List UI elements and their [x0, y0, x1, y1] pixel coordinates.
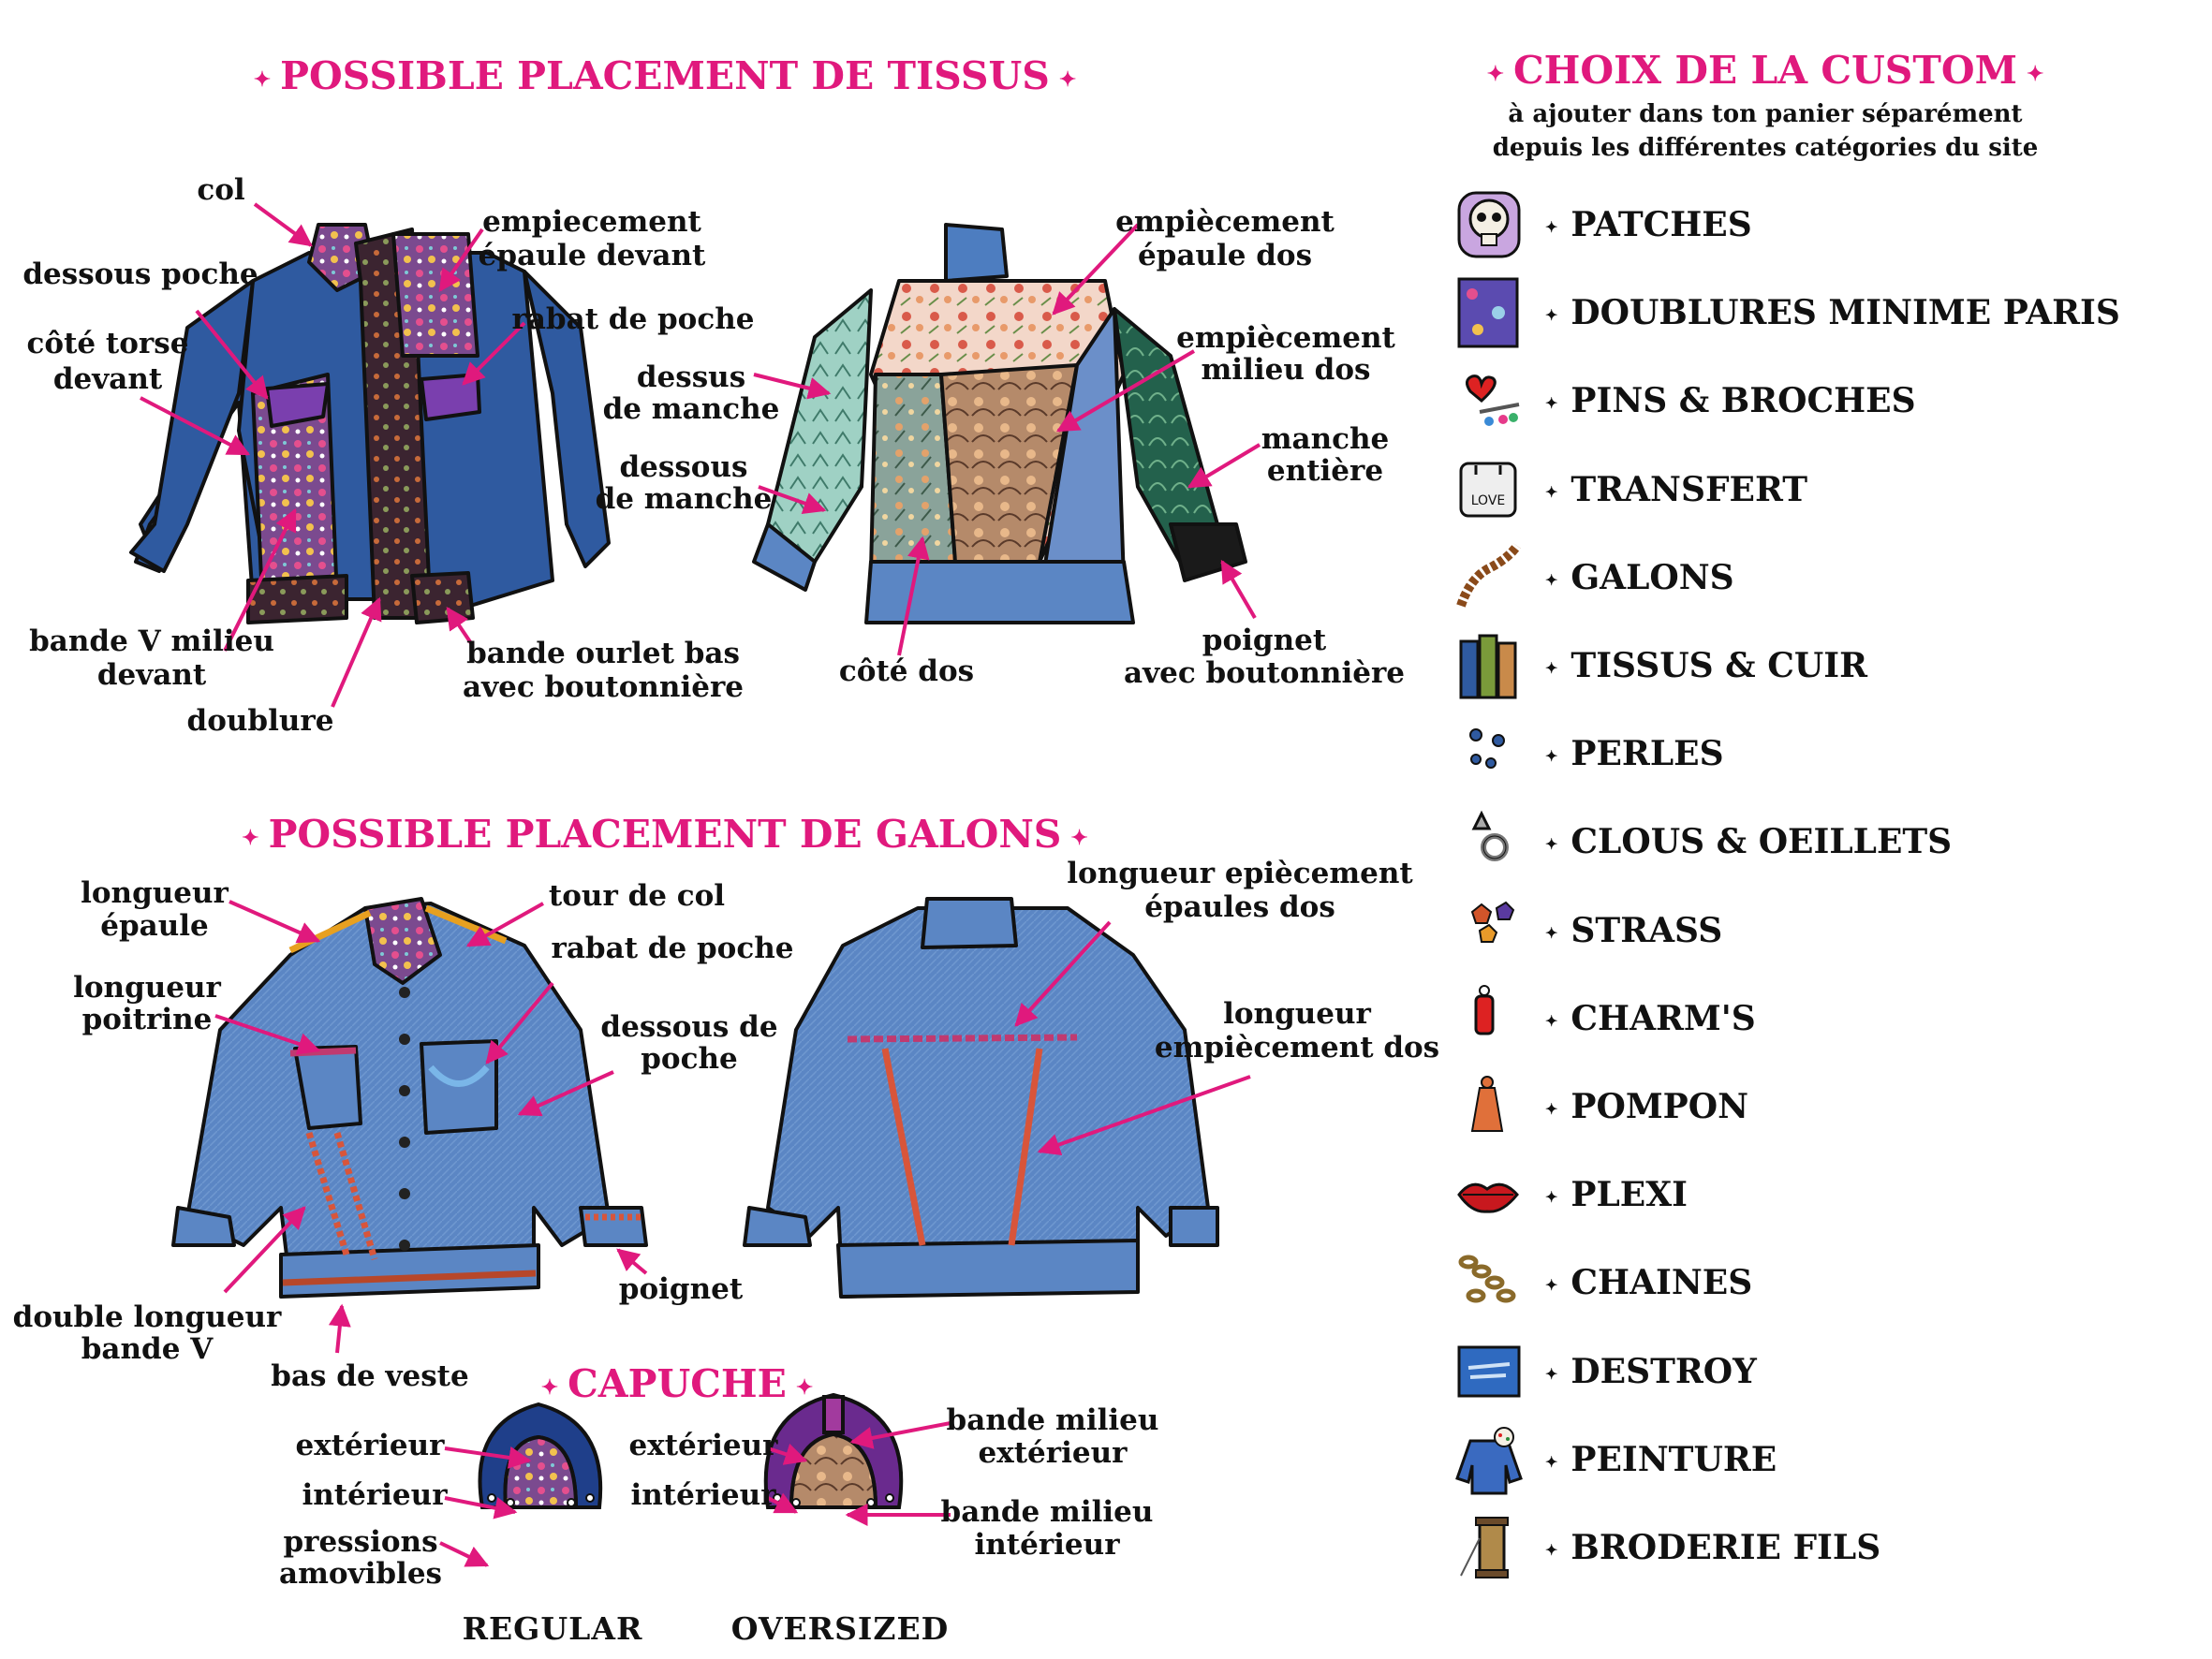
label-longueur-ep-dos-1: longueur epiècement	[1067, 857, 1413, 890]
custom-item-text: DESTROY	[1571, 1351, 1757, 1391]
svg-text:LOVE: LOVE	[1470, 492, 1506, 508]
custom-item	[1452, 893, 2182, 968]
label-hood-interieur-2: intérieur	[630, 1478, 776, 1512]
lining-fabric-icon	[1452, 275, 1526, 350]
bullet-star-icon: ✦	[1545, 306, 1558, 325]
bullet-star-icon: ✦	[1545, 1100, 1558, 1118]
studs-eyelets-icon	[1452, 804, 1526, 879]
custom-item-label	[1545, 821, 1952, 865]
skull-patch-icon	[1452, 187, 1526, 262]
bullet-star-icon: ✦	[1545, 659, 1558, 677]
custom-subtitle-2: depuis les différentes catégories du site	[1492, 134, 2039, 162]
thread-spool-icon	[1452, 1510, 1526, 1585]
label-poignet-2: avec boutonnière	[1123, 656, 1406, 690]
custom-item	[1452, 452, 2182, 527]
title-tissus: ✦ POSSIBLE PLACEMENT DE TISSUS ✦	[253, 53, 1077, 98]
label-dessous-poche-galons-1: dessous de	[600, 1010, 778, 1044]
label-rabat-galons: rabat de poche	[551, 932, 794, 965]
label-dessous-manche-1: dessous	[619, 450, 748, 484]
custom-item	[1452, 716, 2182, 791]
label-bande-milieu-ext-1: bande milieu	[946, 1403, 1159, 1437]
custom-item	[1452, 363, 2182, 438]
title-custom: ✦ CHOIX DE LA CUSTOM ✦	[1486, 48, 2044, 93]
label-longueur-epaule-2: épaule	[100, 909, 209, 943]
label-longueur-poitrine-2: poitrine	[81, 1003, 213, 1036]
label-bande-milieu-int-1: bande milieu	[940, 1495, 1154, 1529]
custom-item-label	[1545, 292, 2120, 336]
custom-subtitle-1: à ajouter dans ton panier séparément	[1508, 100, 2023, 128]
painted-jacket-icon	[1452, 1422, 1526, 1497]
label-hood-interieur: intérieur	[302, 1478, 448, 1512]
custom-item-label	[1545, 380, 1916, 424]
custom-item-label	[1545, 204, 1752, 248]
bullet-star-icon: ✦	[1545, 1541, 1558, 1559]
custom-item-label	[1545, 1262, 1752, 1306]
label-emp-epaule-dos-1: empiècement	[1115, 205, 1335, 239]
rhinestones-icon	[1452, 893, 1526, 968]
label-longueur-emp-dos-2: empiècement dos	[1154, 1031, 1440, 1064]
custom-item-text: PLEXI	[1571, 1175, 1688, 1215]
custom-item-text: CHARM'S	[1571, 998, 1756, 1038]
transfer-icon	[1452, 452, 1526, 527]
custom-item-label	[1545, 1086, 1748, 1130]
title-capuche: ✦ CAPUCHE ✦	[540, 1361, 814, 1406]
label-bande-milieu-int-2: intérieur	[974, 1528, 1120, 1562]
custom-item-label	[1545, 733, 1724, 777]
custom-item	[1452, 1157, 2182, 1232]
custom-item-text: PERLES	[1571, 734, 1724, 774]
custom-item-text: STRASS	[1571, 910, 1723, 950]
label-doublure: doublure	[186, 704, 334, 738]
hood-oversized	[766, 1395, 902, 1507]
label-empiecement-epaule-1: empiecement	[482, 205, 701, 239]
label-dessus-manche-1: dessus	[636, 360, 746, 394]
label-poignet-1: poignet	[1202, 624, 1327, 657]
custom-item-text: TRANSFERT	[1571, 469, 1808, 509]
label-pressions-2: amovibles	[279, 1557, 442, 1591]
pins-brooch-icon	[1452, 363, 1526, 438]
label-cote-dos: côté dos	[838, 654, 975, 688]
custom-item	[1452, 981, 2182, 1056]
label-longueur-epaule-1: longueur	[81, 876, 229, 910]
label-dessous-poche: dessous poche	[22, 257, 258, 291]
custom-item-label	[1545, 1351, 1757, 1395]
label-double-longueur-2: bande V	[81, 1332, 214, 1366]
label-longueur-poitrine-1: longueur	[73, 971, 221, 1005]
custom-item	[1452, 1245, 2182, 1320]
label-dessous-poche-galons-2: poche	[641, 1042, 738, 1076]
label-bande-v-2: devant	[96, 658, 207, 692]
label-manche-entiere-2: entière	[1266, 454, 1384, 488]
label-oversized: OVERSIZED	[730, 1610, 950, 1647]
custom-item-label	[1545, 1439, 1777, 1483]
bullet-star-icon: ✦	[1545, 1452, 1558, 1471]
label-double-longueur-1: double longueur	[12, 1300, 282, 1334]
label-longueur-emp-dos-1: longueur	[1223, 997, 1371, 1031]
label-bande-ourlet-2: avec boutonnière	[462, 670, 745, 704]
bullet-star-icon: ✦	[1545, 482, 1558, 501]
label-bande-ourlet-1: bande ourlet bas	[466, 637, 740, 670]
label-cote-torse-1: côté torse	[26, 327, 189, 360]
custom-item-text: TISSUS & CUIR	[1571, 646, 1868, 685]
jacket-back-galons	[745, 899, 1217, 1297]
label-emp-milieu-dos-2: milieu dos	[1201, 353, 1371, 387]
label-emp-milieu-dos-1: empiècement	[1176, 321, 1395, 355]
label-bas-de-veste: bas de veste	[271, 1359, 469, 1393]
bullet-star-icon: ✦	[1545, 1011, 1558, 1030]
jacket-back-tissus	[754, 225, 1246, 623]
label-manche-entiere-1: manche	[1261, 422, 1390, 456]
label-empiecement-epaule-2: épaule devant	[478, 239, 706, 272]
label-bande-v-1: bande V milieu	[29, 624, 274, 658]
bullet-star-icon: ✦	[1545, 1188, 1558, 1207]
lips-plexi-icon	[1452, 1157, 1526, 1232]
custom-item-label	[1545, 557, 1734, 601]
label-longueur-ep-dos-2: épaules dos	[1144, 890, 1335, 924]
custom-item-text: PATCHES	[1571, 205, 1752, 244]
chain-icon	[1452, 1245, 1526, 1320]
label-dessus-manche-2: de manche	[602, 392, 780, 426]
custom-item-label	[1545, 645, 1867, 689]
custom-item	[1452, 1069, 2182, 1144]
custom-item	[1452, 275, 2182, 350]
custom-item-text: PEINTURE	[1571, 1439, 1777, 1479]
destroy-denim-icon	[1452, 1334, 1526, 1409]
braid-trim-icon	[1452, 540, 1526, 615]
label-pressions-1: pressions	[283, 1525, 438, 1559]
bullet-star-icon: ✦	[1545, 1364, 1558, 1383]
custom-item-text: POMPON	[1571, 1087, 1749, 1126]
label-col: col	[197, 173, 245, 207]
custom-item	[1452, 628, 2182, 703]
label-hood-exterieur-2: extérieur	[628, 1429, 778, 1462]
label-bande-milieu-ext-2: extérieur	[978, 1436, 1128, 1470]
custom-item-text: BRODERIE FILS	[1571, 1528, 1881, 1567]
bullet-star-icon: ✦	[1545, 835, 1558, 854]
custom-item-text: DOUBLURES MINIME PARIS	[1571, 293, 2120, 333]
label-cote-torse-2: devant	[52, 362, 163, 396]
custom-item-label	[1545, 1174, 1688, 1218]
custom-item-label	[1545, 998, 1756, 1042]
custom-item	[1452, 1422, 2182, 1497]
beads-icon	[1452, 716, 1526, 791]
custom-item	[1452, 540, 2182, 615]
label-emp-epaule-dos-2: épaule dos	[1137, 239, 1313, 272]
bullet-star-icon: ✦	[1545, 394, 1558, 413]
label-poignet-galons: poignet	[618, 1272, 744, 1306]
bullet-star-icon: ✦	[1545, 1276, 1558, 1295]
custom-item-text: GALONS	[1571, 557, 1734, 597]
label-hood-exterieur: extérieur	[295, 1429, 445, 1462]
label-dessous-manche-2: de manche	[595, 482, 773, 516]
custom-item-label	[1545, 910, 1722, 954]
label-tour-de-col: tour de col	[548, 879, 726, 913]
custom-item	[1452, 1334, 2182, 1409]
label-regular: REGULAR	[462, 1610, 643, 1647]
custom-item	[1452, 187, 2182, 262]
title-galons: ✦ POSSIBLE PLACEMENT DE GALONS ✦	[242, 812, 1088, 857]
label-rabat-poche: rabat de poche	[511, 302, 755, 336]
custom-item-label	[1545, 469, 1807, 513]
tassel-icon	[1452, 1069, 1526, 1144]
custom-item-label	[1545, 1527, 1880, 1571]
bullet-star-icon: ✦	[1545, 570, 1558, 589]
bullet-star-icon: ✦	[1545, 747, 1558, 766]
custom-item-text: CLOUS & OEILLETS	[1571, 822, 1953, 862]
fabric-rolls-icon	[1452, 628, 1526, 703]
charm-icon	[1452, 981, 1526, 1056]
custom-item-text: CHAINES	[1571, 1263, 1753, 1303]
bullet-star-icon: ✦	[1545, 218, 1558, 236]
custom-item	[1452, 804, 2182, 879]
bullet-star-icon: ✦	[1545, 923, 1558, 942]
custom-item-text: PINS & BROCHES	[1571, 381, 1916, 421]
custom-item	[1452, 1510, 2182, 1585]
